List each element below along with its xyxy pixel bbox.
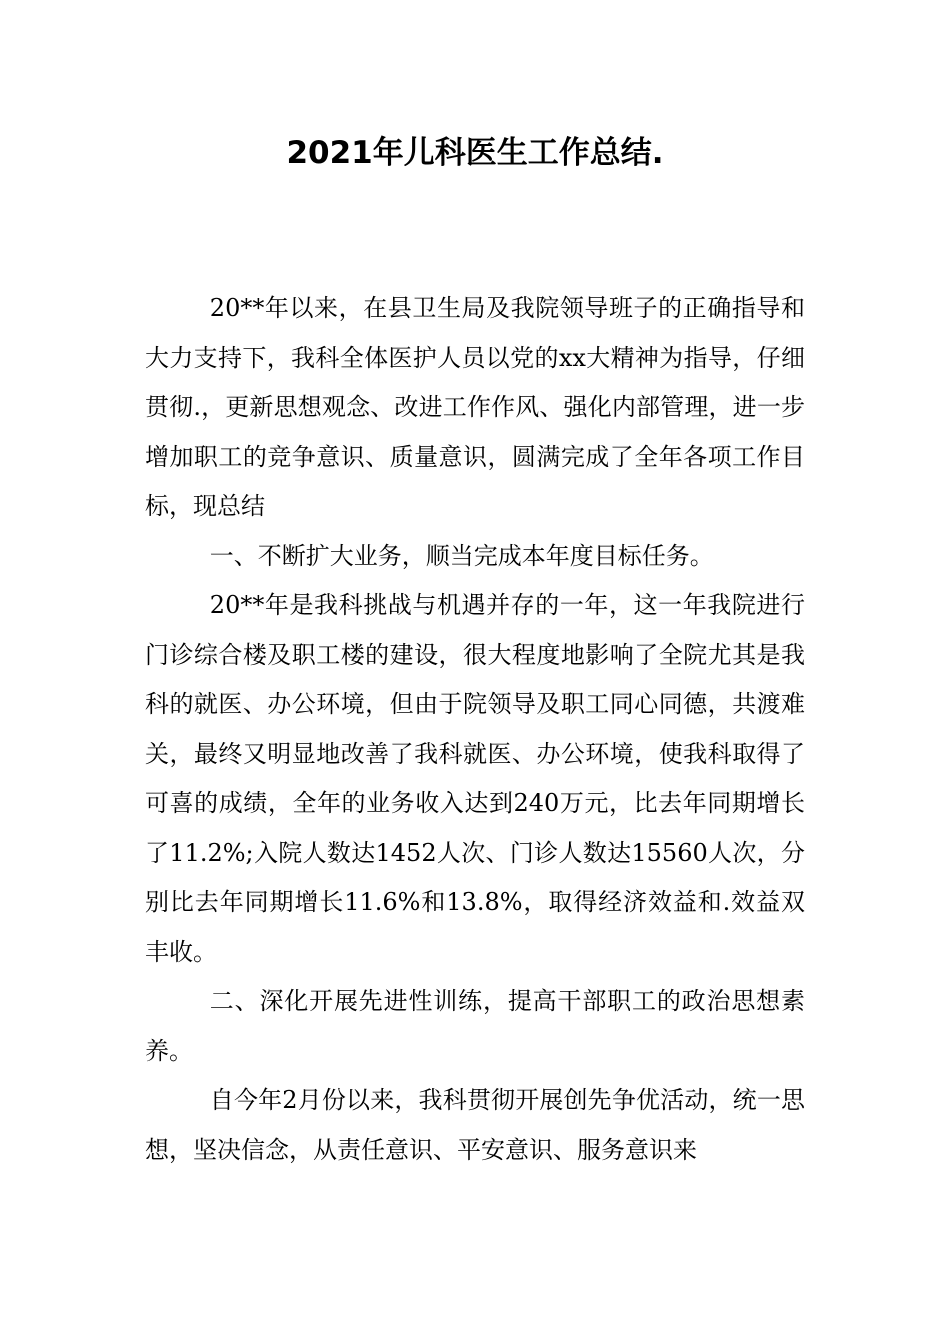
paragraph-business: 20**年是我科挑战与机遇并存的一年，这一年我院进行门诊综合楼及职工楼的建设，很大程度地影响了全院尤其是我科的就医、办公环境，但由于院领导及职工同心同德，共渡难关，最终又明显地改善了我科就医、办公环境，使我科取得了可喜的成绩，全年的业务收入达到240万元，比去年同期增长了11.2%;入院人数达1452人次、门诊人数达15560人次，分别比去年同期增长11.6%和13.8%，取得经济效益和.效益双丰收。 xyxy=(145,591,805,966)
paragraph-activities: 自今年2月份以来，我科贯彻开展创先争优活动，统一思想，坚决信念，从责任意识、平安意识、服务意识来 xyxy=(145,1086,805,1164)
paragraph-intro: 20**年以来，在县卫生局及我院领导班子的正确指导和大力支持下，我科全体医护人员以党的xx大精神为指导，仔细贯彻.，更新思想观念、改进工作作风、强化内部管理，进一步增加职工的竞争意识、质量意识，圆满完成了全年各项工作目标，现总结 xyxy=(145,294,805,520)
document-title: 2021年儿科医生工作总结. xyxy=(286,135,664,171)
document-body xyxy=(145,284,805,1175)
section-heading-2: 二、深化开展先进性训练，提高干部职工的政治思想素养。 xyxy=(145,987,805,1065)
section-heading-1: 一、不断扩大业务，顺当完成本年度目标任务。 xyxy=(209,541,714,570)
